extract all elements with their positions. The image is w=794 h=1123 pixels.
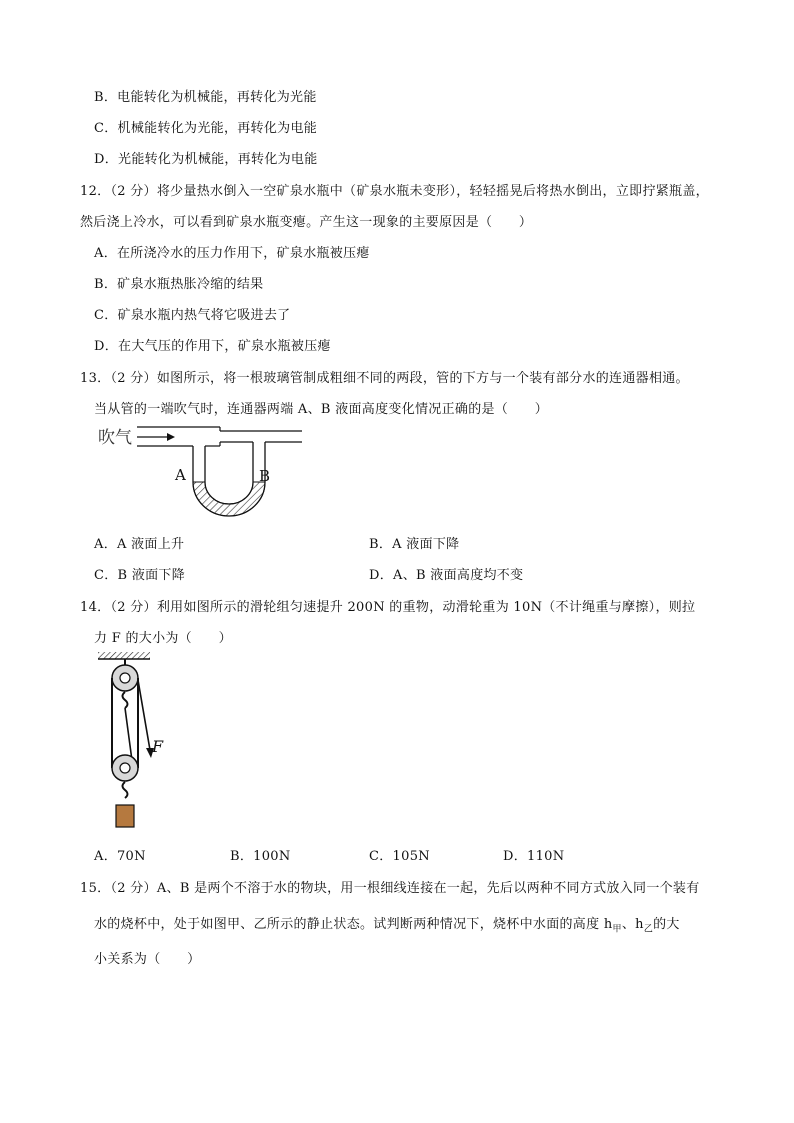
q14-option-b: B．100N: [230, 849, 291, 864]
q15-sub-yi: 乙: [643, 924, 654, 935]
q15-line2-end: 的大: [653, 917, 680, 932]
q12-stem-line2: 然后浇上冷水，可以看到矿泉水瓶变瘪。产生这一现象的主要原因是（ ）: [80, 215, 533, 230]
q15-line2-text: 水的烧杯中，处于如图甲、乙所示的静止状态。试判断两种情况下，烧杯中水面的高度 h: [94, 917, 613, 932]
q15-sub-jia: 甲: [612, 924, 622, 935]
q12-option-c: C．矿泉水瓶内热气将它吸进去了: [94, 308, 291, 323]
q12-stem-line1: 12．（2 分）将少量热水倒入一空矿泉水瓶中（矿泉水瓶未变形），轻轻摇晃后将热水倒出，立即拧紧瓶盖，: [80, 184, 709, 199]
q13-stem-line1: 13．（2 分）如图所示，将一根玻璃管制成粗细不同的两段，管的下方与一个装有部分水的连通器相通。: [80, 371, 689, 386]
label-a: A: [175, 466, 186, 484]
q15-line2-mid: 、h: [621, 917, 644, 932]
q15-stem-line1: 15．（2 分）A、B 是两个不溶于水的物块，用一根细线连接在一起，先后以两种不同方式放入同一个装有: [80, 881, 700, 896]
q12-option-a: A．在所浇冷水的压力作用下，矿泉水瓶被压瘪: [94, 246, 370, 261]
q15-stem-line2: [94, 913, 680, 935]
q14-option-d: D．110N: [503, 849, 565, 864]
q13-option-c: C．B 液面下降: [94, 568, 186, 583]
q15-stem-line3: 小关系为（ ）: [94, 952, 201, 967]
q13-stem-line2: 当从管的一端吹气时，连通器两端 A、B 液面高度变化情况正确的是（ ）: [94, 402, 549, 417]
q13-option-b: B．A 液面下降: [369, 537, 460, 552]
q11-option-c: C．机械能转化为光能，再转化为电能: [94, 121, 318, 136]
q14-option-a: A．70N: [94, 849, 146, 864]
q12-option-d: D．在大气压的作用下，矿泉水瓶被压瘪: [94, 339, 331, 354]
label-b: B: [259, 467, 271, 485]
q14-stem-line1: 14．（2 分）利用如图所示的滑轮组匀速提升 200N 的重物，动滑轮重为 10N（不计绳重与摩擦），则拉: [80, 600, 696, 615]
q14-stem-line2: 力 F 的大小为（ ）: [94, 631, 232, 646]
q14-pulley-figure: [95, 650, 175, 832]
q14-option-c: C．105N: [369, 849, 430, 864]
q12-option-b: B．矿泉水瓶热胀冷缩的结果: [94, 277, 264, 292]
q13-option-a: A．A 液面上升: [94, 537, 185, 552]
blow-label: 吹气: [98, 428, 132, 448]
q11-option-d: D．光能转化为机械能，再转化为电能: [94, 152, 318, 167]
q13-option-d: D．A、B 液面高度均不变: [369, 568, 524, 583]
q13-tube-figure: [95, 420, 310, 520]
q11-option-b: B．电能转化为机械能，再转化为光能: [94, 90, 317, 105]
force-label: F: [152, 737, 164, 756]
